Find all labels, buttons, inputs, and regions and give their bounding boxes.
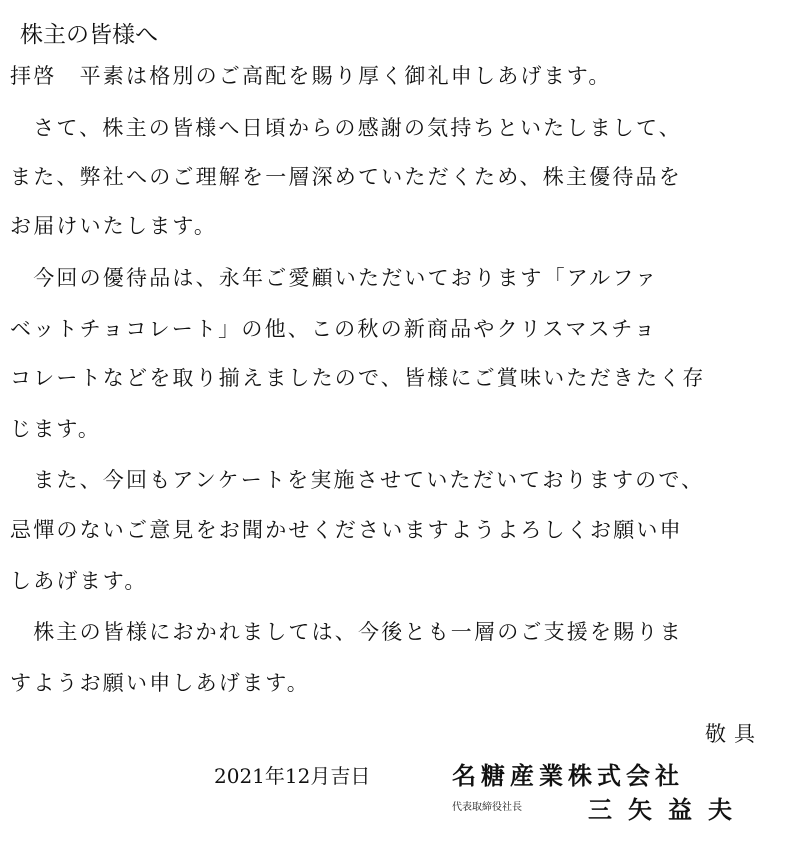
body-line-11: しあげます。 [10, 569, 148, 593]
body-line-12: 株主の皆様におかれましては、今後とも一層のご支援を賜りま [10, 620, 683, 644]
representative-name: 三矢益夫 [588, 795, 748, 824]
body-line-3: また、弊社へのご理解を一層深めていただくため、株主優待品を [10, 165, 682, 189]
letter-date: 2021年12月吉日 [214, 764, 371, 788]
representative-title: 代表取締役社長 [452, 802, 522, 813]
body-line-9: また、今回もアンケートを実施させていただいておりますので、 [10, 468, 705, 492]
body-line-2: さて、株主の皆様へ日頃からの感謝の気持ちといたしまして、 [10, 116, 682, 140]
body-line-10: 忌憚のないご意見をお聞かせくださいますようよろしくお願い申 [10, 518, 683, 542]
company-name: 名糖産業株式会社 [452, 761, 684, 790]
body-line-13: すようお願い申しあげます。 [10, 671, 310, 695]
body-line-4: お届けいたします。 [10, 214, 218, 238]
body-line-8: じます。 [10, 417, 102, 441]
closing-phrase: 敬具 [705, 722, 763, 746]
body-line-7: コレートなどを取り揃えましたので、皆様にご賞味いただきたく存 [10, 366, 706, 390]
letter-heading: 株主の皆様へ [20, 22, 158, 48]
body-line-1: 拝啓 平素は格別のご高配を賜り厚く御礼申しあげます。 [10, 64, 612, 88]
body-line-6: ベットチョコレート」の他、この秋の新商品やクリスマスチョ [10, 317, 658, 341]
body-line-5: 今回の優待品は、永年ご愛顧いただいております「アルファ [10, 266, 659, 290]
